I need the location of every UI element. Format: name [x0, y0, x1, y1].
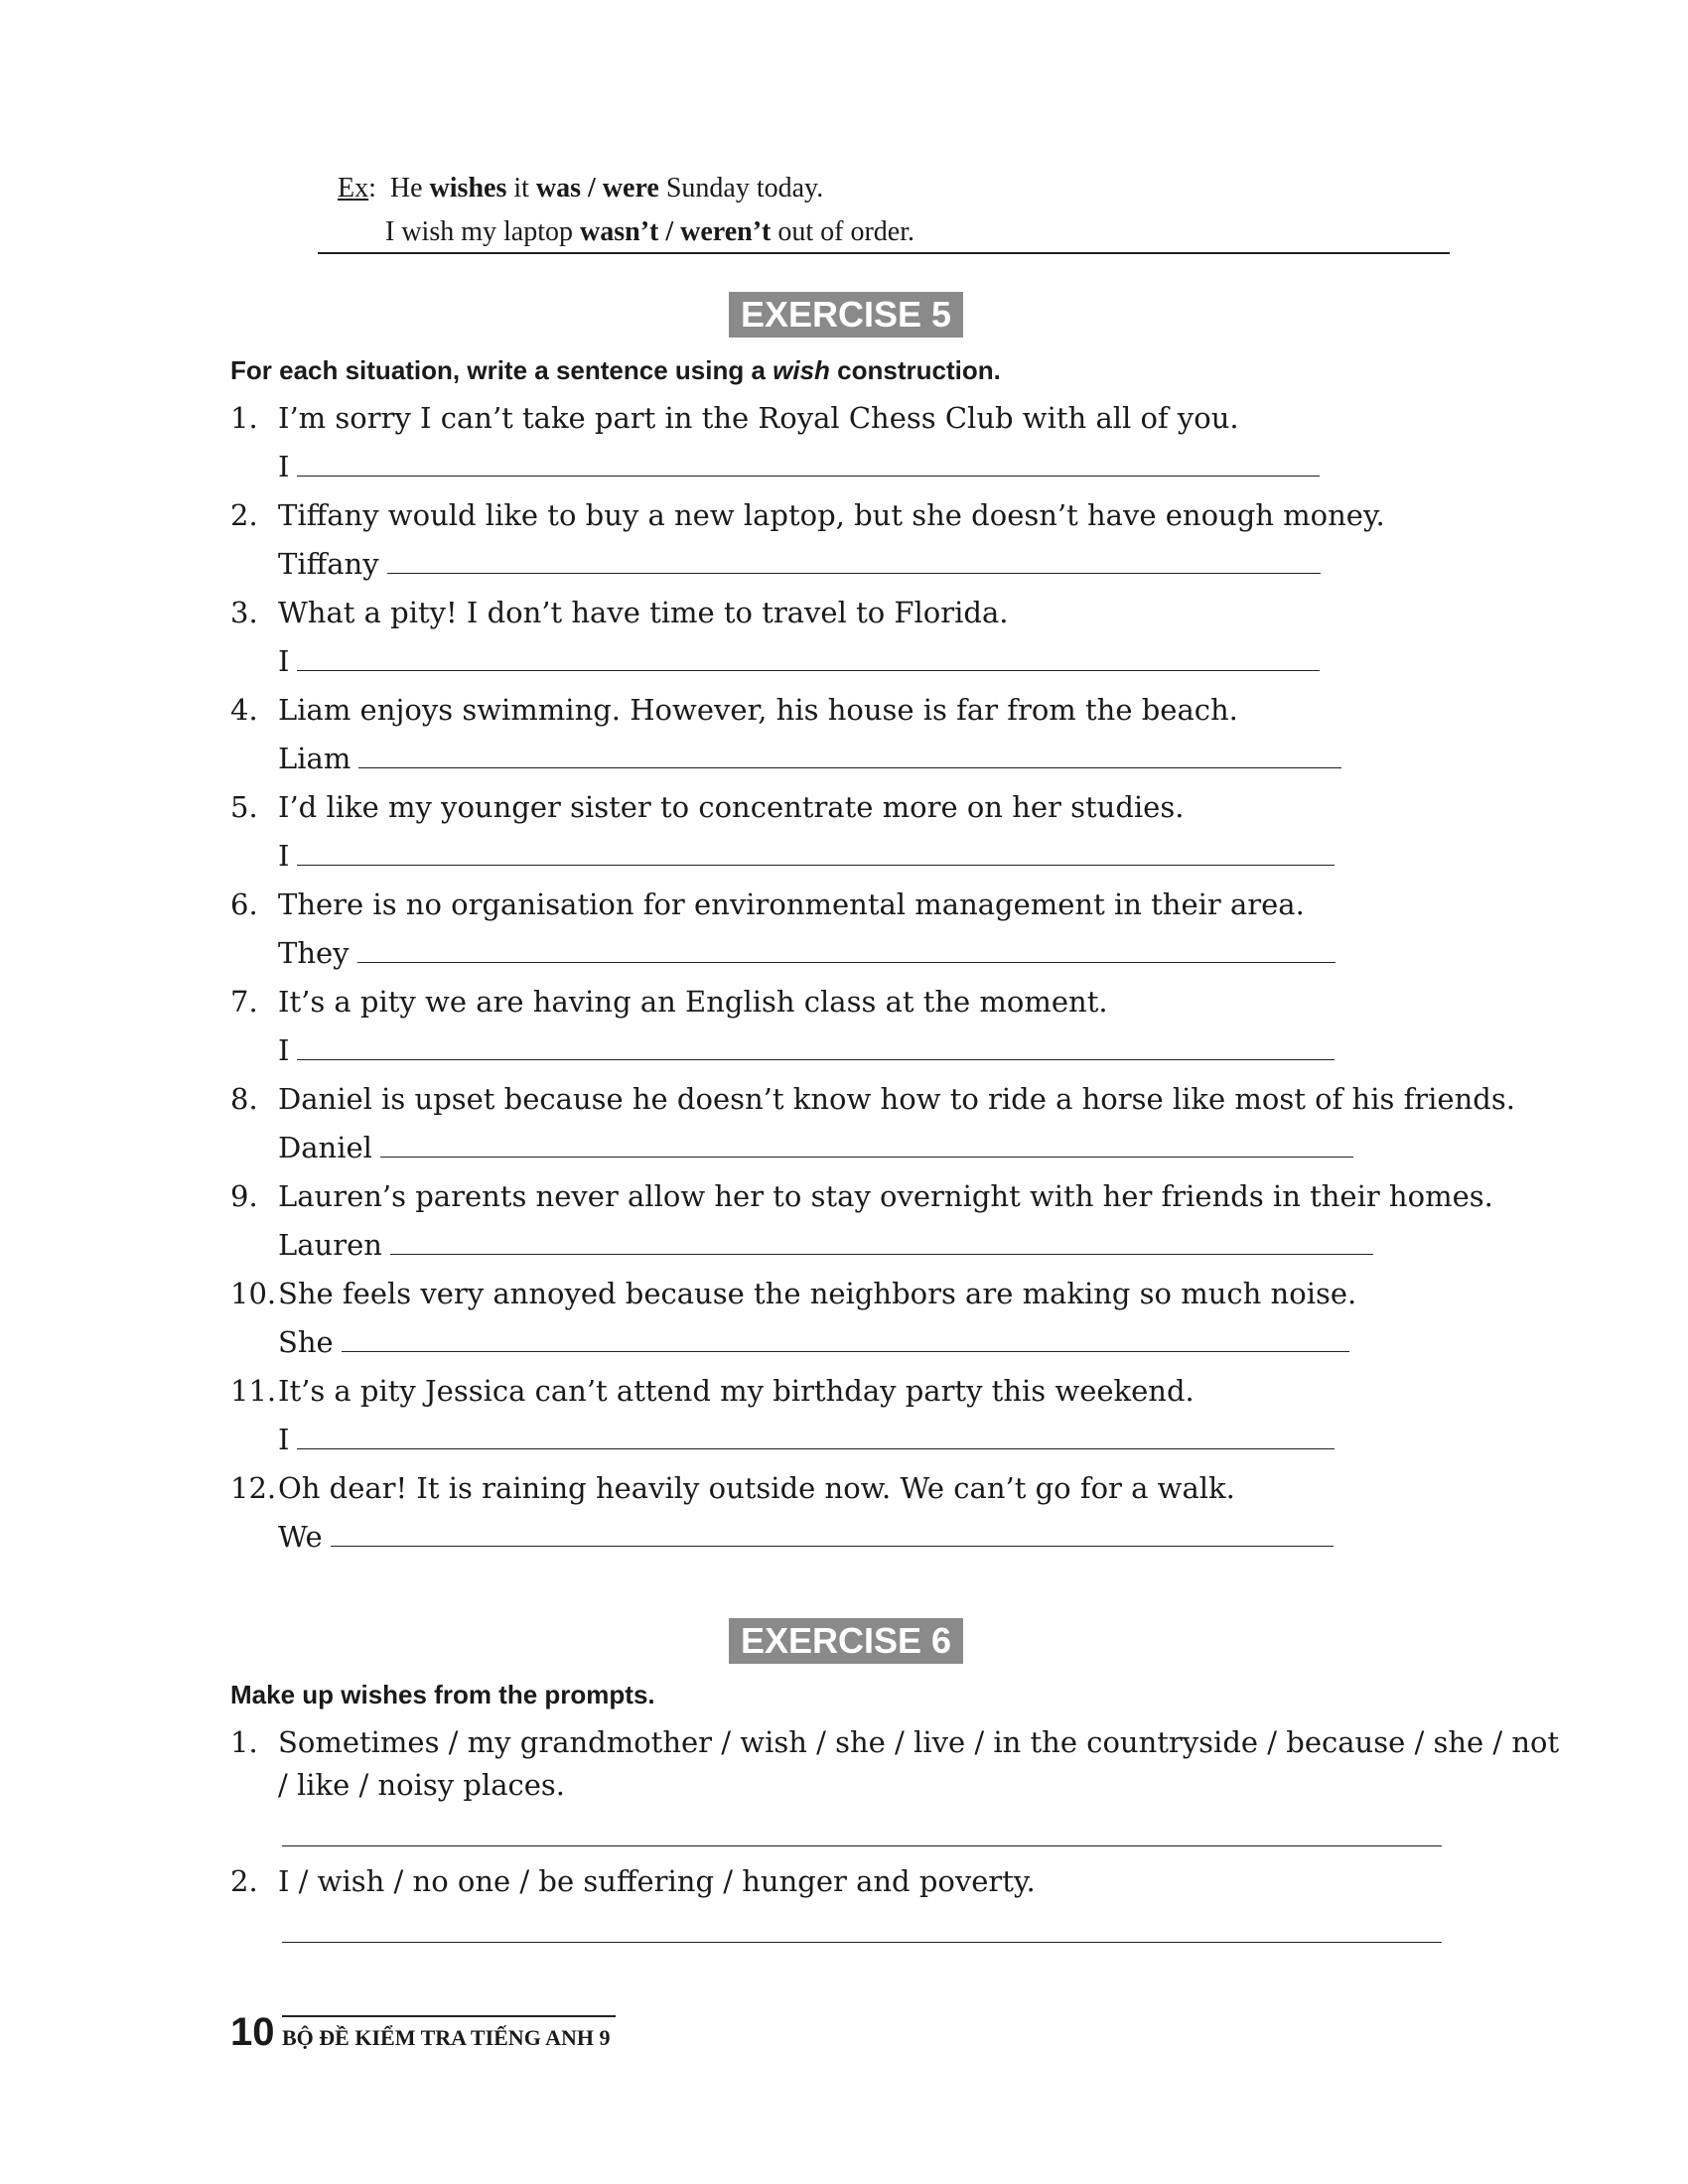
answer-start: We [278, 1520, 323, 1554]
question-number: 3. [230, 596, 258, 629]
example-bold: was / were [535, 173, 659, 204]
question-text: There is no organisation for environmental management in their area. [278, 887, 1305, 921]
example-text: I wish my laptop [385, 216, 580, 247]
prompt-number: 2. [230, 1864, 258, 1898]
instruction-text: construction. [829, 355, 1001, 385]
question-text: Liam enjoys swimming. However, his house is far from the beach. [278, 693, 1238, 727]
exercise-5-title: EXERCISE 5 [729, 292, 963, 338]
answer-start: They [278, 936, 350, 970]
answer-blank[interactable] [342, 1329, 1349, 1352]
question-text: I’m sorry I can’t take part in the Royal Chess Club with all of you. [278, 401, 1239, 435]
question-number: 12. [230, 1471, 277, 1505]
example-block [338, 167, 914, 254]
answer-line[interactable] [278, 1033, 1335, 1067]
prompt-item [230, 1864, 1036, 1898]
example-text: it [506, 173, 536, 204]
question-number: 8. [230, 1082, 258, 1116]
answer-blank[interactable] [297, 1427, 1335, 1449]
answer-line[interactable] [278, 1423, 1335, 1456]
question-text: It’s a pity we are having an English class at the moment. [278, 985, 1108, 1019]
question-item [230, 1471, 1235, 1505]
question-number: 9. [230, 1179, 258, 1213]
answer-line[interactable] [278, 1325, 1349, 1359]
example-label: Ex [338, 173, 369, 204]
answer-line[interactable] [278, 644, 1320, 678]
question-number: 11. [230, 1374, 277, 1408]
answer-blank[interactable] [297, 1037, 1335, 1060]
prompt-text: Sometimes / my grandmother / wish / she / live / in the countryside / because / she / not [278, 1725, 1560, 1759]
example-text: Sunday today. [658, 173, 824, 204]
example-bold: wishes [429, 173, 507, 204]
answer-blank[interactable] [297, 454, 1320, 477]
answer-line[interactable] [278, 547, 1321, 581]
prompt-number: 1. [230, 1725, 258, 1759]
question-item [230, 1374, 1195, 1408]
question-number: 7. [230, 985, 258, 1019]
book-title: BỘ ĐỀ KIỂM TRA TIẾNG ANH 9 [282, 2025, 611, 2050]
answer-start: Tiffany [278, 547, 379, 581]
answer-blank[interactable] [357, 940, 1336, 963]
question-item [230, 887, 1305, 921]
question-text: She feels very annoyed because the neighbors are making so much noise. [278, 1277, 1357, 1310]
question-number: 1. [230, 401, 258, 435]
question-item [230, 1082, 1515, 1116]
exercise-6-title: EXERCISE 6 [729, 1618, 963, 1664]
answer-start: I [278, 644, 290, 678]
answer-blank[interactable] [282, 1845, 1442, 1846]
question-number: 10. [230, 1277, 277, 1310]
answer-line[interactable] [278, 1520, 1334, 1554]
prompt-item [230, 1725, 1559, 1759]
question-text: Daniel is upset because he doesn’t know how to ride a horse like most of his friends. [278, 1082, 1515, 1116]
answer-blank[interactable] [282, 1942, 1442, 1943]
question-text: Oh dear! It is raining heavily outside now. We can’t go for a walk. [278, 1471, 1235, 1505]
question-text: I’d like my younger sister to concentrate more on her studies. [278, 790, 1185, 824]
answer-line[interactable] [278, 1131, 1353, 1164]
answer-line[interactable] [278, 742, 1341, 775]
answer-blank[interactable] [297, 648, 1320, 671]
example-line-1: Ex: He wishes it was / were Sunday today. [338, 173, 824, 204]
answer-start: Lauren [278, 1228, 382, 1262]
answer-line[interactable] [278, 936, 1336, 970]
question-item [230, 498, 1385, 532]
question-number: 5. [230, 790, 258, 824]
question-item [230, 596, 1008, 629]
example-bold: wasn’t / weren’t [580, 216, 772, 247]
answer-start: I [278, 450, 290, 483]
exercise-6-instruction: Make up wishes from the prompts. [230, 1680, 655, 1709]
question-item [230, 693, 1238, 727]
example-line-2 [338, 210, 914, 254]
answer-start: I [278, 839, 290, 873]
answer-blank[interactable] [380, 1135, 1353, 1158]
question-number: 2. [230, 498, 258, 532]
answer-blank[interactable] [331, 1524, 1334, 1547]
answer-blank[interactable] [390, 1232, 1373, 1255]
question-text: It’s a pity Jessica can’t attend my birthday party this weekend. [278, 1374, 1195, 1408]
answer-blank[interactable] [297, 843, 1335, 866]
answer-start: I [278, 1033, 290, 1067]
divider [318, 252, 1450, 254]
question-text: Tiffany would like to buy a new laptop, but she doesn’t have enough money. [278, 498, 1385, 532]
exercise-5-instruction [230, 355, 1001, 386]
question-item [230, 985, 1108, 1019]
answer-start: Liam [278, 742, 352, 775]
instruction-text: For each situation, write a sentence using a [230, 355, 774, 385]
answer-line[interactable] [278, 839, 1335, 873]
answer-start: She [278, 1325, 334, 1359]
answer-start: I [278, 1423, 290, 1456]
question-text: What a pity! I don’t have time to travel to Florida. [278, 596, 1009, 629]
question-item [230, 401, 1239, 435]
page-number: 10 [230, 2010, 275, 2054]
question-number: 4. [230, 693, 258, 727]
question-item [230, 1277, 1356, 1310]
answer-blank[interactable] [387, 551, 1321, 574]
example-text: out of order. [771, 216, 914, 247]
question-item [230, 790, 1184, 824]
question-number: 6. [230, 887, 258, 921]
example-text: He [389, 173, 430, 204]
instruction-emphasis: wish [773, 355, 830, 385]
question-text: Lauren’s parents never allow her to stay overnight with her friends in their homes. [278, 1179, 1493, 1213]
prompt-text: I / wish / no one / be suffering / hunger and poverty. [278, 1864, 1036, 1898]
answer-start: Daniel [278, 1131, 372, 1164]
answer-line[interactable] [278, 450, 1320, 483]
answer-line[interactable] [278, 1228, 1373, 1262]
footer-rule [282, 2015, 616, 2017]
question-item [230, 1179, 1493, 1213]
answer-blank[interactable] [358, 746, 1341, 768]
prompt-text-continued: / like / noisy places. [278, 1768, 566, 1802]
